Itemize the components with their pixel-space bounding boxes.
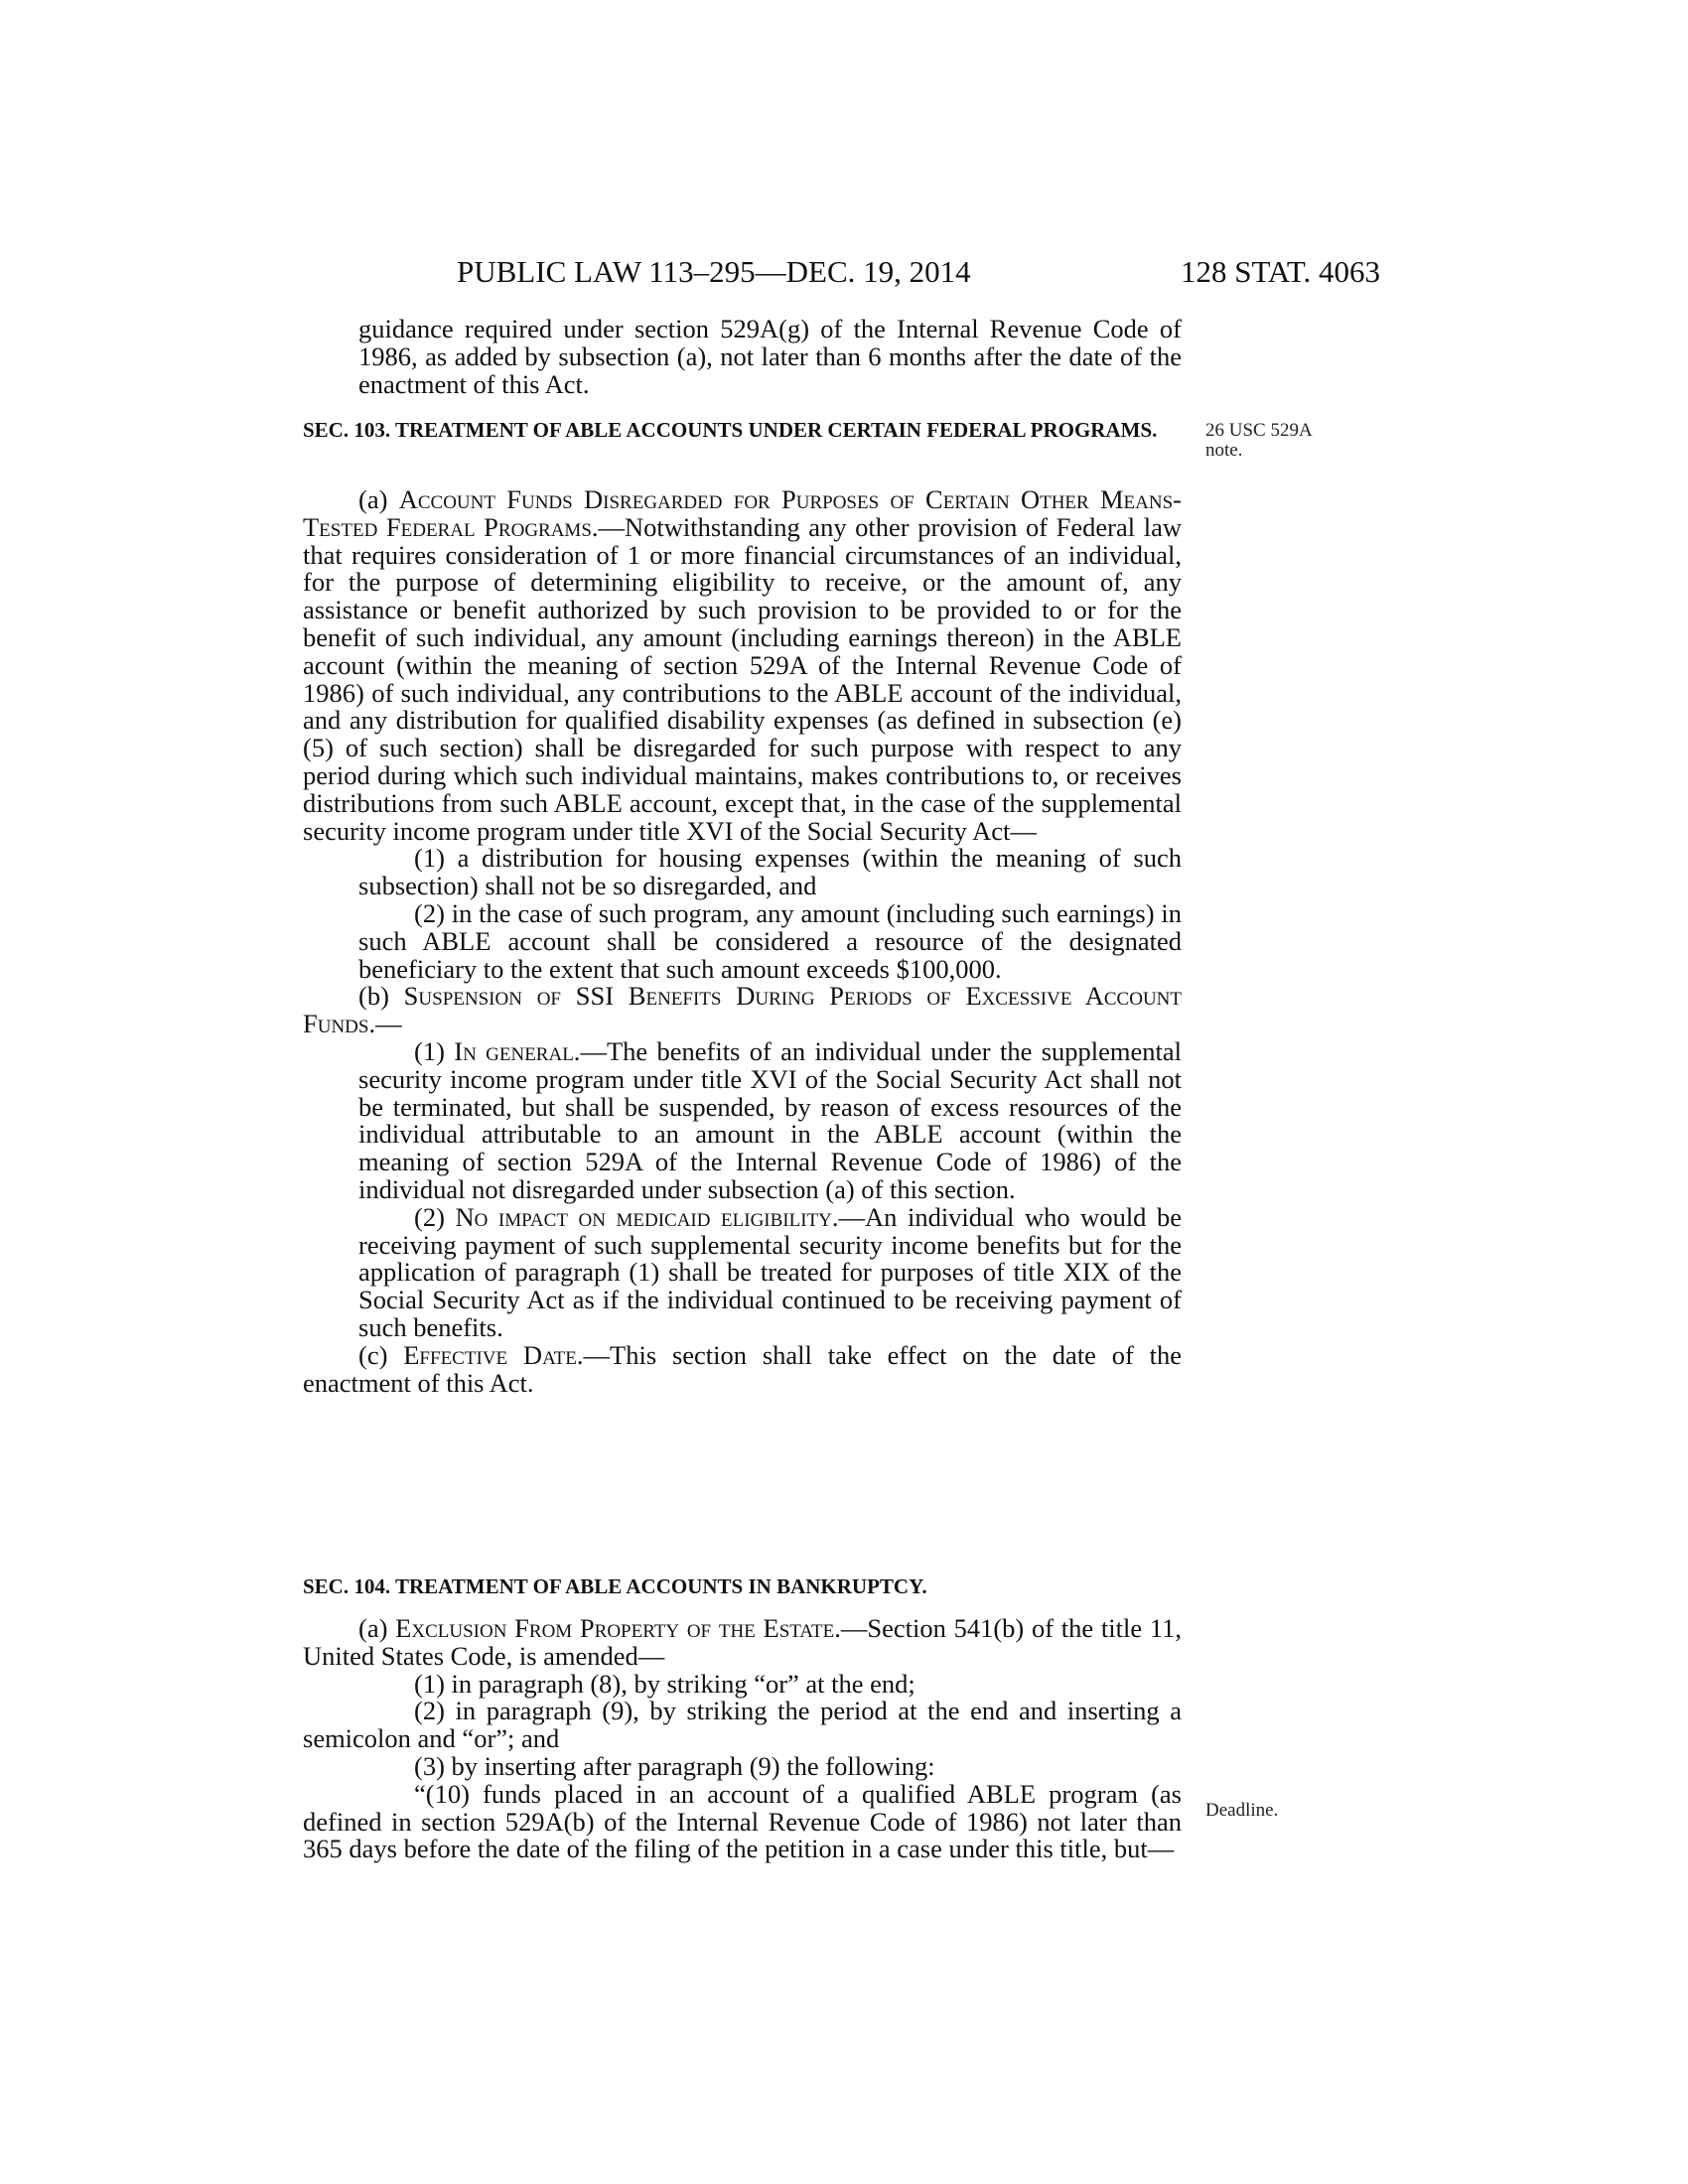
section-103-heading: SEC. 103. TREATMENT OF ABLE ACCOUNTS UNDER CERTAIN FEDERAL PROGRAMS. <box>303 418 1158 442</box>
margin-note-usc <box>1205 421 1313 461</box>
sec104-subsection-a-text: —Section 541(b) of the title 11, United States Code, is amended— <box>303 1613 1182 1671</box>
sec104-subsection-a <box>303 1615 1182 1671</box>
subsection-c <box>303 1339 1183 1398</box>
paragraph-b1 <box>303 1035 1183 1204</box>
paragraph-b1-label: (1) <box>414 1035 445 1066</box>
subsection-b-title: Suspension of SSI Benefits During Periods of Excessive Account Funds. <box>303 981 1182 1039</box>
section-103-body <box>303 486 1182 1397</box>
subsection-b-dash: — <box>375 1009 402 1039</box>
section-104-heading: SEC. 104. TREATMENT OF ABLE ACCOUNTS IN BANKRUPTCY. <box>303 1574 927 1598</box>
subsection-a-title: Account Funds Disregarded for Purposes of Certain Other Means-Tested Federal Programs. <box>303 484 1182 542</box>
intro-paragraph: guidance required under section 529A(g) of the Internal Revenue Code of 1986, as added by subsection (a), not later than 6 months after the date of the enactment of this Act. <box>358 314 1182 399</box>
subsection-a <box>303 486 1182 845</box>
subsection-c-title: Effective Date. <box>403 1339 584 1370</box>
section-104-body <box>303 1615 1182 1863</box>
paragraph-b1-title: In general. <box>454 1035 581 1066</box>
subsection-b-label: (b) <box>358 981 389 1012</box>
margin-note-deadline: Deadline. <box>1205 1800 1279 1821</box>
paragraph-b2-text: —An individual who would be receiving payment of such supplemental security income benefits but for the application of paragraph (1) shall be treated for purposes of title XIX of the Social Security Act as if the individual continued to be receiving payment of such benefits. <box>358 1201 1183 1342</box>
paragraph-b2-title: No impact on medicaid eligibility. <box>455 1201 839 1232</box>
margin-note-usc-line2: note. <box>1205 440 1243 461</box>
section-103 <box>303 417 1182 443</box>
subsection-c-text: —This section shall take effect on the date of the enactment of this Act. <box>303 1339 1183 1398</box>
sec104-subsection-a-title: Exclusion From Property of the Estate. <box>395 1613 841 1643</box>
public-law-citation: PUBLIC LAW 113–295—DEC. 19, 2014 <box>457 254 971 289</box>
page-header <box>457 254 1380 294</box>
subsection-c-label: (c) <box>358 1339 388 1370</box>
sec104-paragraph-2: (2) in paragraph (9), by striking the period at the end and inserting a semicolon and “or”; and <box>303 1696 1182 1754</box>
sec104-subsection-a-label: (a) <box>358 1613 388 1643</box>
margin-note-usc-line1: 26 USC 529A <box>1205 420 1313 441</box>
sec104-paragraph-3: (3) by inserting after paragraph (9) the following: <box>414 1750 935 1781</box>
paragraph-b1-text: —The benefits of an individual under the supplemental security income program under title XVI of the Social Security Act shall not be terminated, but shall be suspended, by reason of excess resources of the individual attributable to an amount in the ABLE account (within the meaning of section 529A of the Internal Revenue Code of 1986) of the individual not disregarded under subsection (a) of this section. <box>358 1035 1183 1204</box>
subsection-b <box>303 983 1182 1038</box>
statute-page-number: 128 STAT. 4063 <box>1180 254 1380 289</box>
paragraph-b2-label: (2) <box>414 1201 445 1232</box>
paragraph-a1: (1) a distribution for housing expenses (within the meaning of such subsection) shall not be so disregarded, and <box>358 843 1182 901</box>
section-104 <box>303 1573 1182 1599</box>
sec104-paragraph-1: (1) in paragraph (8), by striking “or” at the end; <box>414 1668 915 1699</box>
subsection-a-text: —Notwithstanding any other provision of Federal law that requires consideration of 1 or more financial circumstances of an individual, for the purpose of determining eligibility to receive, or the amount of, any assistance or benefit authorized by such provision to be provided to or for the benefit of such individual, any amount (including earnings thereon) in the ABLE account (within the meaning of section 529A of the Internal Revenue Code of 1986) of such individual, any contributions to the ABLE account of the individual, and any distribution for qualified disability expenses (as defined in subsection (e)(5) of such section) shall be disregarded for such purpose with respect to any period during which such individual maintains, makes contributions to, or receives distributions from such ABLE account, except that, in the case of the supplemental security income program under title XVI of the Social Security Act— <box>303 511 1182 846</box>
sec104-paragraph-10: “(10) funds placed in an account of a qualified ABLE program (as defined in section 529A(b) of the Internal Revenue Code of 1986) not later than 365 days before the date of the filing of the petition in a case under this title, but— <box>303 1778 1182 1864</box>
paragraph-b2 <box>303 1201 1183 1342</box>
subsection-a-label: (a) <box>358 484 388 514</box>
intro-continuation <box>303 316 1182 398</box>
paragraph-a2: (2) in the case of such program, any amount (including such earnings) in such ABLE account shall be considered a resource of the designated beneficiary to the extent that such amount exceeds $100,000. <box>358 897 1182 984</box>
